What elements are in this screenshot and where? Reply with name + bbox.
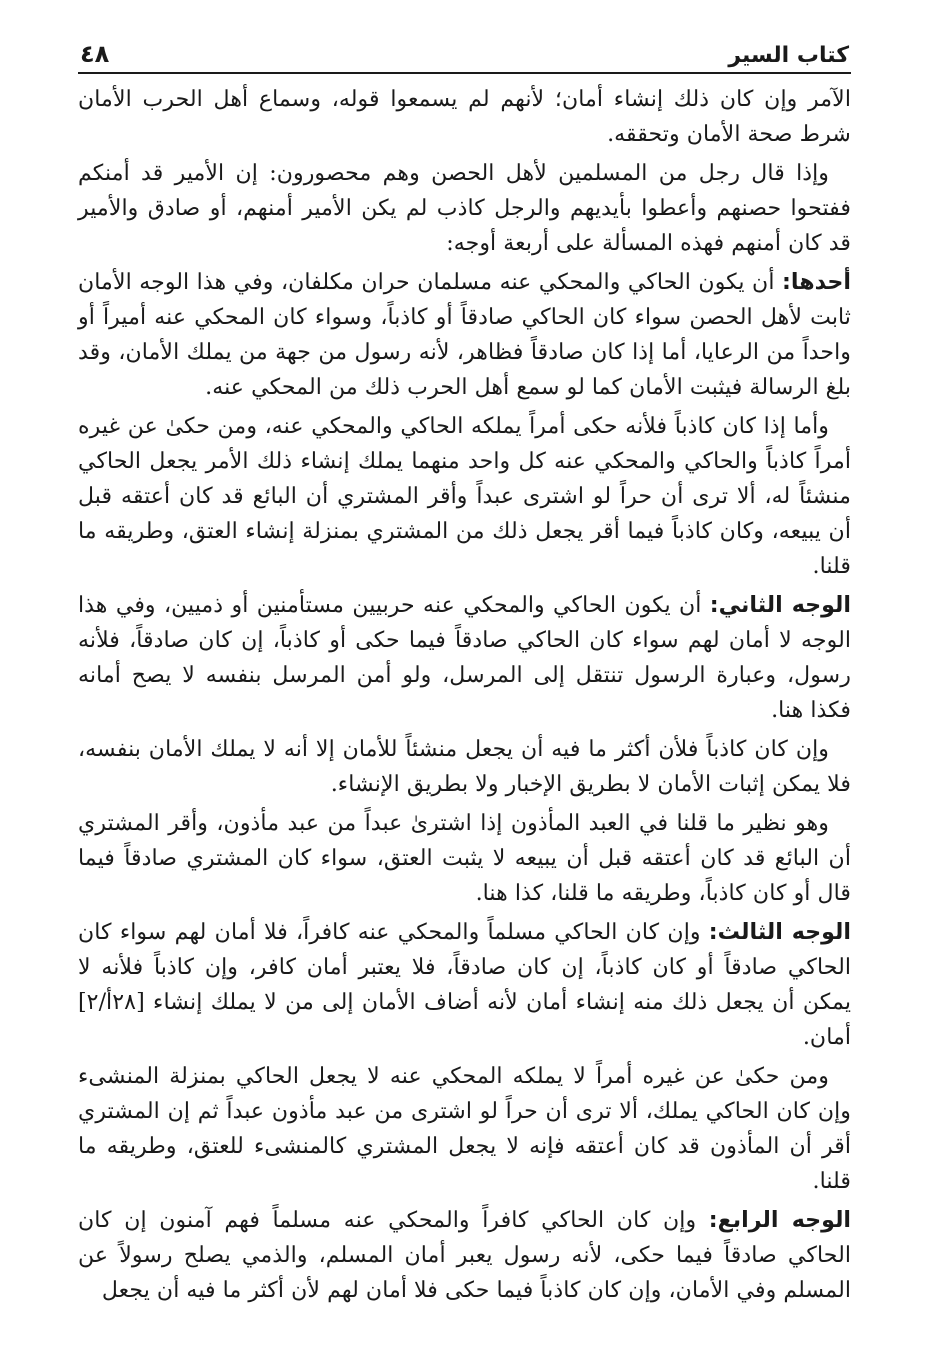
- paragraph-text: ومن حكىٰ عن غيره أمراً لا يملكه المحكي عنه لا يجعل الحاكي بمنزلة المنشىء وإن كان الحاكي يملك، ألا ترى أن حراً لو اشترى من عبد مأذون عبداً ثم إن المشتري أقر أن المأذون قد كان أعتقه فإنه لا يجعل المشتري كالمنشىء للعتق، وطريقه ما قلنا.: [78, 1063, 851, 1194]
- paragraph: [78, 915, 851, 1055]
- paragraph: [78, 588, 851, 728]
- paragraph-text: وإذا قال رجل من المسلمين لأهل الحصن وهم محصورون: إن الأمير قد أمنكم ففتحوا حصنهم وأعطوا بأيديهم والرجل كاذب لم يكن الأمير أمنهم، أو صادق والأمير قد كان أمنهم فهذه المسألة على أربعة أوجه:: [78, 160, 851, 256]
- paragraph: [78, 806, 851, 911]
- paragraph-text: أن يكون الحاكي والمحكي عنه حربيين مستأمنين أو ذميين، وفي هذا الوجه لا أمان لهم سواء كان الحاكي صادقاً فيما حكى أو كاذباً، إن كان صادقاً، فلأنه رسول، وعبارة الرسول تنتقل إلى المرسل، ولو أمن المرسل بنفسه لا يصح أمانه فكذا هنا.: [78, 592, 851, 723]
- book-title: كتاب السير: [728, 43, 849, 68]
- page-body: [78, 82, 851, 1308]
- section-lead: أحدها:: [781, 269, 851, 295]
- paragraph: [78, 409, 851, 584]
- paragraph: [78, 82, 851, 152]
- paragraph: [78, 265, 851, 405]
- paragraph-text: وإن كان الحاكي مسلماً والمحكي عنه كافراً، فلا أمان لهم سواء كان الحاكي صادقاً أو كان كاذباً، إن كان صادقاً، فلا يعتبر أمان كافر، وإن كاذباً فلأنه لا يمكن أن يجعل ذلك منه إنشاء أمان لأنه أضاف الأمان إلى من لا يملك إنشاء [٢٨أ/٢] أمان.: [78, 919, 851, 1050]
- section-lead: الوجه الرابع:: [708, 1207, 852, 1233]
- paragraph-text: وإن كان الحاكي كافراً والمحكي عنه مسلماً فهم آمنون إن كان الحاكي صادقاً فيما حكى، لأنه رسول يعبر أمان المسلم، والذمي يصلح رسولاً عن المسلم وفي الأمان، وإن كان كاذباً فيما حكى فلا أمان لهم لأن أكثر ما فيه أن يجعل: [78, 1207, 851, 1303]
- section-lead: الوجه الثاني:: [709, 592, 851, 618]
- paragraph-text: الآمر وإن كان ذلك إنشاء أمان؛ لأنهم لم يسمعوا قوله، وسماع أهل الحرب الأمان شرط صحة الأمان وتحققه.: [78, 86, 851, 147]
- paragraph-text: وهو نظير ما قلنا في العبد المأذون إذا اشترىٰ عبداً من عبد مأذون، وأقر المشتري أن البائع قد كان أعتقه قبل أن يبيعه لا يثبت العتق، سواء كان المشتري صادقاً فيما قال أو كان كاذباً، وطريقه ما قلنا، كذا هنا.: [78, 810, 851, 906]
- paragraph-text: وإن كان كاذباً فلأن أكثر ما فيه أن يجعل منشئاً للأمان إلا أنه لا يملك الأمان بنفسه، فلا يمكن إثبات الأمان لا بطريق الإخبار ولا بطريق الإنشاء.: [78, 736, 851, 797]
- paragraph: [78, 156, 851, 261]
- paragraph-text: وأما إذا كان كاذباً فلأنه حكى أمراً يملكه الحاكي والمحكي عنه، ومن حكىٰ عن غيره أمراً كاذباً والحاكي والمحكي عنه كل واحد منهما يملك إنشاء ذلك الأمر يجعل الحاكي منشئاً له، ألا ترى أن حراً لو اشترى عبداً وأقر المشتري أن البائع قد كان أعتقه قبل أن يبيعه، وكان كاذباً فيما أقر يجعل ذلك من المشتري بمنزلة إنشاء العتق، وطريقه ما قلنا.: [78, 413, 851, 579]
- section-lead: الوجه الثالث:: [708, 919, 851, 945]
- paragraph-text: أن يكون الحاكي والمحكي عنه مسلمان حران مكلفان، وفي هذا الوجه الأمان ثابت لأهل الحصن سواء كان الحاكي صادقاً أو كاذباً، وسواء كان المحكي عنه أميراً أو واحداً من الرعايا، أما إذا كان صادقاً فظاهر، لأنه رسول من جهة من يملك الأمان، وقد بلغ الرسالة فيثبت الأمان كما لو سمع أهل الحرب ذلك من المحكي عنه.: [78, 269, 851, 400]
- paragraph: [78, 732, 851, 802]
- page-header: [78, 40, 851, 74]
- page-number: ٤٨: [80, 40, 110, 68]
- paragraph: [78, 1203, 851, 1308]
- paragraph: [78, 1059, 851, 1199]
